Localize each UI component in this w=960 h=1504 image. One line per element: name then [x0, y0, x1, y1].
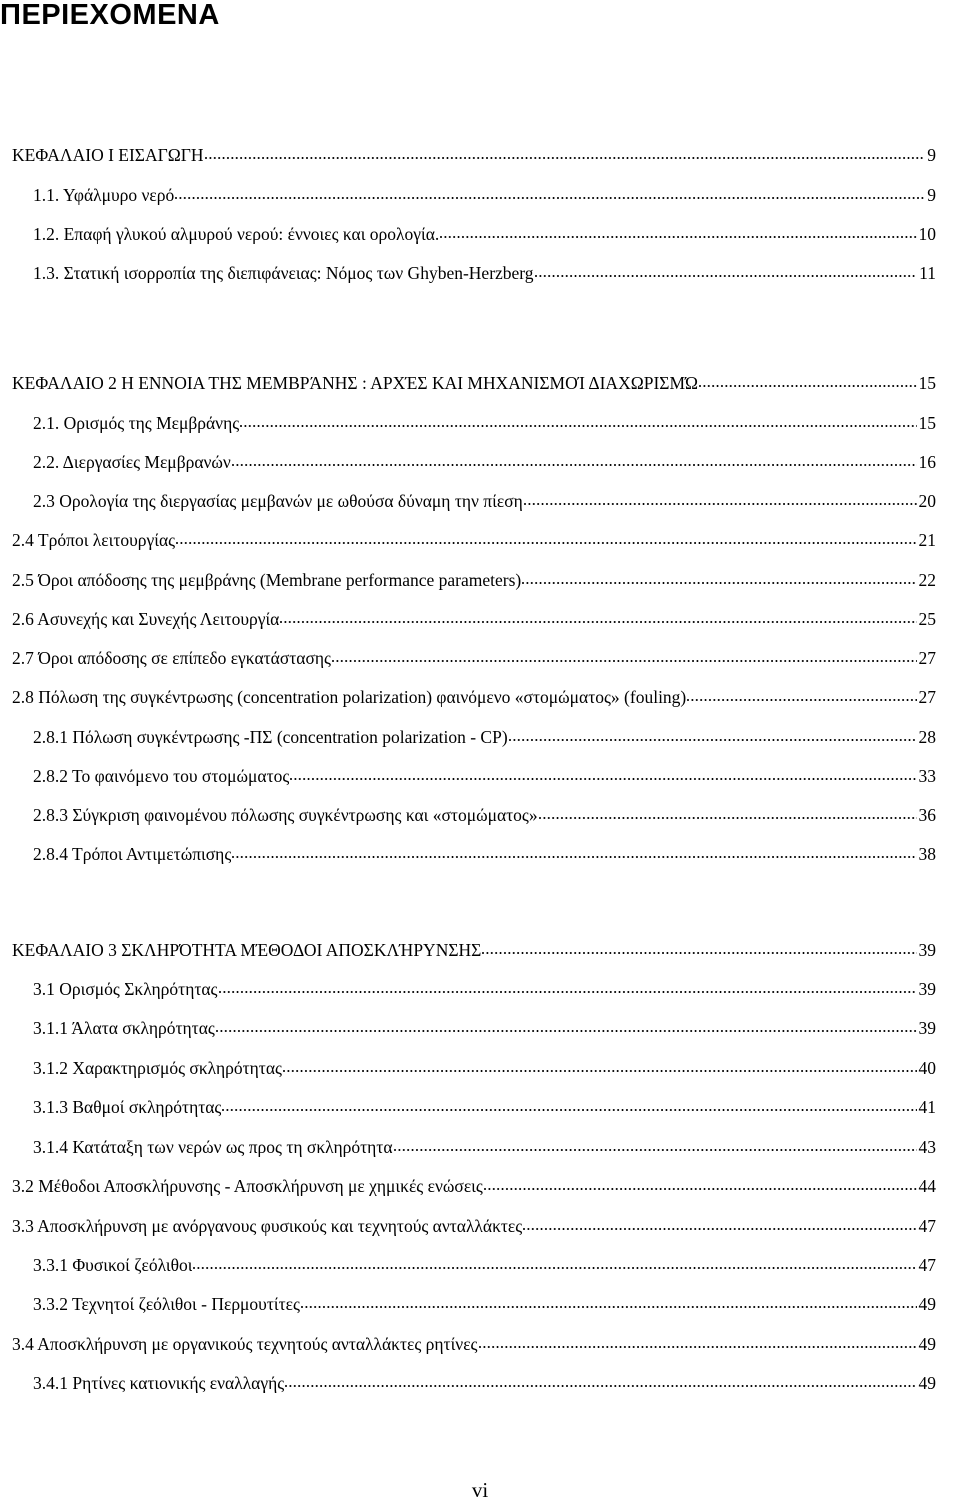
toc-entry-title: 1.1. Υφάλμυρο νερό: [33, 185, 175, 205]
toc-entry-page: 15: [918, 413, 936, 433]
dot-leader: [394, 1148, 917, 1153]
toc-entry-page: 47: [918, 1216, 936, 1236]
toc-entry-title: 2.8.3 Σύγκριση φαινομένου πόλωσης συγκέντρωσης και «στομώματος»: [33, 805, 538, 825]
dot-leader: [699, 384, 916, 389]
dot-leader: [509, 738, 917, 743]
dot-leader: [484, 1187, 917, 1192]
toc-entry-page: 39: [918, 1018, 936, 1038]
toc-entry-1-2[interactable]: [33, 221, 936, 247]
toc-entry-page: 20: [918, 491, 936, 511]
toc-entry-page: 44: [918, 1176, 936, 1196]
toc-entry-3-1-3[interactable]: [33, 1094, 936, 1120]
toc-entry-page: 43: [918, 1137, 936, 1157]
toc-entry-3-1[interactable]: [33, 976, 936, 1002]
toc-entry-page: 39: [918, 979, 936, 999]
toc-entry-3-1-4[interactable]: [33, 1134, 936, 1160]
toc-entry-page: 11: [919, 263, 936, 283]
dot-leader: [193, 1266, 916, 1271]
toc-entry-title: 3.1.3 Βαθμοί σκληρότητας: [33, 1097, 222, 1117]
toc-entry-title: ΚΕΦΑΛΑΙΟ 2 Η ΕΝΝΟΙΑ ΤΗΣ ΜΕΜΒΡΆΝΗΣ : ΑΡΧΈΣ ΚΑΙ ΜΗΧΑΝΙΣΜΟΊ ΔΙΑΧΩΡΙΣΜΏ: [12, 373, 699, 393]
toc-entry-title: 3.4 Αποσκλήρυνση με οργανικούς τεχνητούς ανταλλάκτες ρητίνες: [12, 1334, 478, 1354]
toc-entry-chapter-3[interactable]: [12, 937, 936, 963]
toc-entry-title: 2.6 Ασυνεχής και Συνεχής Λειτουργία: [12, 609, 280, 629]
toc-entry-1-3[interactable]: [33, 260, 936, 286]
toc-entry-3-4[interactable]: [12, 1331, 936, 1357]
page-number: vi: [471, 1478, 489, 1502]
toc-entry-title: 2.8.2 Το φαινόμενο του στομώματος: [33, 766, 290, 786]
toc-entry-3-3-2[interactable]: [33, 1291, 936, 1317]
toc-entry-page: 49: [918, 1294, 936, 1314]
toc-entry-page: 41: [918, 1097, 936, 1117]
toc-entry-title: 2.5 Όροι απόδοσης της μεμβράνης (Membrane performance parameters): [12, 570, 522, 590]
toc-entry-title: 1.2. Επαφή γλυκού αλμυρού νερού: έννοιες και ορολογία.: [33, 224, 440, 244]
dot-leader: [232, 855, 916, 860]
toc-entry-title: 3.1.1 Άλατα σκληρότητας: [33, 1018, 215, 1038]
toc-entry-title: 2.8 Πόλωση της συγκέντρωσης (concentration polarization) φαινόμενο «στομώματος» (fouling): [12, 687, 687, 707]
toc-entry-3-1-2[interactable]: [33, 1055, 936, 1081]
toc-entry-page: 21: [918, 530, 936, 550]
toc-entry-3-3-1[interactable]: [33, 1252, 936, 1278]
toc-entry-page: 28: [918, 727, 936, 747]
dot-leader: [285, 1384, 916, 1389]
toc-entry-title: 2.1. Ορισμός της Μεμβράνης: [33, 413, 240, 433]
dot-leader: [332, 659, 917, 664]
toc-entry-page: 16: [918, 452, 936, 472]
dot-leader: [205, 156, 926, 161]
toc-entry-page: 49: [918, 1373, 936, 1393]
dot-leader: [539, 816, 917, 821]
toc-entry-page: 10: [918, 224, 936, 244]
toc-entry-3-3[interactable]: [12, 1213, 936, 1239]
toc-entry-2-8-1[interactable]: [33, 724, 936, 750]
toc-entry-2-7[interactable]: [12, 645, 936, 671]
toc-entry-title: 2.8.1 Πόλωση συγκέντρωσης -ΠΣ (concentration polarization - CP): [33, 727, 508, 747]
toc-entry-title: ΚΕΦΑΛΑΙΟ 3 ΣΚΛΗΡΌΤΗΤΑ ΜΈΘΟΔΟΙ ΑΠΟΣΚΛΉΡΥΝΣΗΣ: [12, 940, 482, 960]
dot-leader: [232, 463, 917, 468]
dot-leader: [440, 235, 916, 240]
toc-entry-page: 33: [918, 766, 936, 786]
toc-entry-title: 3.1 Ορισμός Σκληρότητας: [33, 979, 218, 999]
toc-entry-title: 2.8.4 Τρόποι Αντιμετώπισης: [33, 844, 232, 864]
toc-entry-page: 40: [918, 1058, 936, 1078]
toc-entry-page: 15: [918, 373, 936, 393]
toc-entry-3-2[interactable]: [12, 1173, 936, 1199]
dot-leader: [175, 196, 925, 201]
toc-entry-2-4[interactable]: [12, 527, 936, 553]
toc-entry-title: 3.4.1 Ρητίνες κατιονικής εναλλαγής: [33, 1373, 285, 1393]
toc-entry-title: 3.3.1 Φυσικοί ζεόλιθοι: [33, 1255, 193, 1275]
toc-entry-page: 49: [918, 1334, 936, 1354]
toc-entry-page: 27: [918, 648, 936, 668]
toc-entry-page: 22: [918, 570, 936, 590]
toc-entry-title: 1.3. Στατική ισορροπία της διεπιφάνειας: Νόμος των Ghyben-Herzberg: [33, 263, 534, 283]
toc-entry-chapter-1[interactable]: [12, 142, 936, 168]
toc-entry-2-8[interactable]: [12, 684, 936, 710]
toc-entry-page: 39: [918, 940, 936, 960]
dot-leader: [240, 424, 916, 429]
toc-entry-title: 3.1.2 Χαρακτηρισμός σκληρότητας: [33, 1058, 282, 1078]
page-title: ΠΕΡΙΕΧΟΜΕΝΑ: [0, 0, 220, 31]
dot-leader: [535, 274, 918, 279]
dot-leader: [283, 1069, 917, 1074]
dot-leader: [523, 1227, 916, 1232]
toc-entry-1-1[interactable]: [33, 182, 936, 208]
dot-leader: [687, 698, 916, 703]
toc-entry-title: ΚΕΦΑΛΑΙΟ Ι ΕΙΣΑΓΩΓΗ: [12, 145, 204, 165]
dot-leader: [219, 990, 917, 995]
toc-entry-page: 27: [918, 687, 936, 707]
toc-entry-2-3[interactable]: [33, 488, 936, 514]
dot-leader: [482, 951, 916, 956]
toc-entry-3-4-1[interactable]: [33, 1370, 936, 1396]
toc-entry-2-1[interactable]: [33, 410, 936, 436]
dot-leader: [176, 541, 916, 546]
dot-leader: [524, 502, 917, 507]
toc-entry-page: 9: [927, 145, 936, 165]
toc-entry-title: 2.3 Ορολογία της διεργασίας μεμβανών με ωθούσα δύναμη την πίεση: [33, 491, 523, 511]
toc-entry-2-8-3[interactable]: [33, 802, 936, 828]
toc-entry-2-6[interactable]: [12, 606, 936, 632]
toc-entry-3-1-1[interactable]: [33, 1015, 936, 1041]
dot-leader: [216, 1029, 917, 1034]
dot-leader: [290, 777, 916, 782]
toc-entry-title: 3.1.4 Κατάταξη των νερών ως προς τη σκληρότητα: [33, 1137, 393, 1157]
dot-leader: [280, 620, 916, 625]
toc-entry-title: 3.3 Αποσκλήρυνση με ανόργανους φυσικούς και τεχνητούς ανταλλάκτες: [12, 1216, 523, 1236]
toc-entry-2-2[interactable]: [33, 449, 936, 475]
dot-leader: [222, 1108, 916, 1113]
toc-entry-title: 2.7 Όροι απόδοσης σε επίπεδο εγκατάστασης: [12, 648, 331, 668]
toc-entry-page: 36: [918, 805, 936, 825]
dot-leader: [301, 1305, 917, 1310]
toc-entry-2-5[interactable]: [12, 567, 936, 593]
toc-entry-title: 2.2. Διεργασίες Μεμβρανών: [33, 452, 231, 472]
toc-entry-page: 38: [918, 844, 936, 864]
toc-entry-page: 47: [918, 1255, 936, 1275]
toc-entry-title: 3.3.2 Τεχνητοί ζεόλιθοι - Περμουτίτες: [33, 1294, 300, 1314]
toc-entry-2-8-4[interactable]: [33, 841, 936, 867]
toc-entry-chapter-2[interactable]: [12, 370, 936, 396]
toc-entry-page: 25: [918, 609, 936, 629]
toc-entry-page: 9: [927, 185, 936, 205]
toc-entry-2-8-2[interactable]: [33, 763, 936, 789]
dot-leader: [522, 581, 916, 586]
toc-entry-title: 2.4 Τρόποι λειτουργίας: [12, 530, 176, 550]
toc-entry-title: 3.2 Μέθοδοι Αποσκλήρυνσης - Αποσκλήρυνση με χημικές ενώσεις: [12, 1176, 483, 1196]
dot-leader: [479, 1345, 917, 1350]
